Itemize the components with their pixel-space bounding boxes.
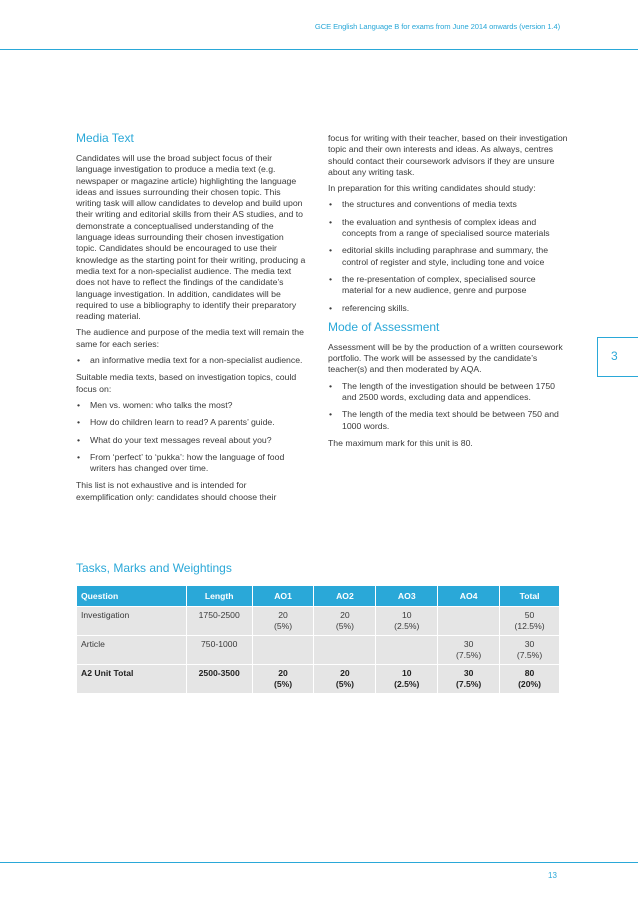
table-cell bbox=[376, 636, 438, 665]
list-item: • the evaluation and synthesis of complex ideas and concepts from a range of specialised source materials bbox=[328, 217, 568, 240]
media-text-heading: Media Text bbox=[76, 131, 134, 145]
cell-line: A2 Unit Total bbox=[81, 668, 134, 678]
table-cell bbox=[252, 665, 314, 694]
list-item: • editorial skills including paraphrase and summary, the control of register and style, including tone and voice bbox=[328, 245, 568, 268]
cell-line: 20 bbox=[340, 610, 350, 620]
table-cell bbox=[186, 607, 252, 636]
table-cell bbox=[438, 665, 500, 694]
cell-line: 1750-2500 bbox=[198, 610, 240, 620]
header-ao4: AO4 bbox=[438, 586, 500, 607]
marks-table bbox=[76, 586, 560, 694]
table-cell bbox=[438, 607, 500, 636]
cell-line: 20 bbox=[340, 668, 350, 678]
cell-line: 10 bbox=[401, 610, 412, 620]
list-item: • the structures and conventions of media texts bbox=[328, 199, 568, 210]
table-cell bbox=[186, 636, 252, 665]
header-ao2: AO2 bbox=[314, 586, 376, 607]
list-item: • How do children learn to read? A parents’ guide. bbox=[76, 417, 306, 428]
left-paragraph-2: The audience and purpose of the media text will remain the same for each series: bbox=[76, 327, 304, 349]
cell-line: (7.5%) bbox=[455, 650, 482, 660]
list-item: • an informative media text for a non-specialist audience. bbox=[76, 355, 306, 366]
right-column bbox=[328, 133, 568, 454]
cell-line: Article bbox=[81, 639, 105, 649]
header-total: Total bbox=[500, 586, 560, 607]
table-row bbox=[77, 636, 560, 665]
length-list bbox=[328, 381, 568, 432]
table-cell bbox=[376, 607, 438, 636]
cell-line: 80 bbox=[524, 668, 535, 678]
list-item: • referencing skills. bbox=[328, 303, 568, 314]
cell-line: 2500-3500 bbox=[198, 668, 240, 678]
audience-list bbox=[76, 355, 306, 366]
list-item: • the re-presentation of complex, specialised source material for a new audience, genre and purpose bbox=[328, 274, 568, 297]
table-cell bbox=[77, 607, 187, 636]
table-cell bbox=[252, 636, 314, 665]
cell-line: 750-1000 bbox=[201, 639, 238, 649]
header-length: Length bbox=[186, 586, 252, 607]
header-title: GCE English Language B for exams from June 2014 onwards (version 1.4) bbox=[314, 22, 560, 31]
table-cell bbox=[500, 607, 560, 636]
left-column bbox=[76, 131, 306, 508]
cell-line: Investigation bbox=[81, 610, 130, 620]
cell-line: (20%) bbox=[518, 679, 541, 689]
table-cell bbox=[77, 665, 187, 694]
table-row bbox=[77, 665, 560, 694]
cell-line: 10 bbox=[401, 668, 412, 678]
table-cell bbox=[186, 665, 252, 694]
list-item: • The length of the media text should be between 750 and 1000 words. bbox=[328, 409, 568, 432]
right-paragraph-2: In preparation for this writing candidates should study: bbox=[328, 183, 536, 194]
left-paragraph-3: Suitable media texts, based on investigation topics, could focus on: bbox=[76, 372, 297, 394]
table-cell bbox=[314, 665, 376, 694]
list-item: • Men vs. women: who talks the most? bbox=[76, 400, 306, 411]
table-cell bbox=[438, 636, 500, 665]
cell-line: (12.5%) bbox=[514, 621, 545, 631]
right-paragraph-4: The maximum mark for this unit is 80. bbox=[328, 437, 473, 448]
cell-line: 20 bbox=[278, 668, 288, 678]
footer-rule bbox=[0, 862, 638, 863]
section-tab-number: 3 bbox=[611, 349, 618, 363]
table-cell bbox=[314, 607, 376, 636]
table-cell bbox=[314, 636, 376, 665]
topics-list bbox=[76, 400, 306, 474]
table-header-row bbox=[77, 586, 560, 607]
cell-line: 30 bbox=[463, 668, 474, 678]
cell-line: 50 bbox=[524, 610, 535, 620]
right-paragraph-3: Assessment will be by the production of a written coursework portfolio. The work will be assessed by the candidate’s teacher(s) and then moderated by AQA. bbox=[328, 341, 563, 375]
cell-line: (7.5%) bbox=[455, 679, 482, 689]
cell-line: (7.5%) bbox=[516, 650, 543, 660]
list-item: • What do your text messages reveal about you? bbox=[76, 435, 306, 446]
header-rule bbox=[0, 49, 638, 50]
cell-line: (5%) bbox=[335, 679, 354, 689]
list-item: • The length of the investigation should be between 1750 and 2500 words, excluding data and appendices. bbox=[328, 381, 568, 404]
table-cell bbox=[500, 665, 560, 694]
table-cell bbox=[77, 636, 187, 665]
header-ao3: AO3 bbox=[376, 586, 438, 607]
mode-of-assessment-heading: Mode of Assessment bbox=[328, 319, 440, 334]
cell-line: (5%) bbox=[273, 679, 293, 689]
right-paragraph-1: focus for writing with their teacher, based on their investigation topic and their own interests and ideas. As always, centres should contact their coursework advisors if they are unsure about any writing task. bbox=[328, 133, 568, 177]
header-ao1: AO1 bbox=[252, 586, 314, 607]
table-row bbox=[77, 607, 560, 636]
cell-line: (5%) bbox=[335, 621, 354, 631]
cell-line: (2.5%) bbox=[394, 621, 420, 631]
cell-line: 30 bbox=[463, 639, 474, 649]
cell-line: 30 bbox=[524, 639, 535, 649]
study-list bbox=[328, 199, 568, 313]
cell-line: (5%) bbox=[273, 621, 293, 631]
list-item: • From ‘perfect’ to ‘pukka’: how the language of food writers has changed over time. bbox=[76, 452, 306, 475]
table-cell bbox=[376, 665, 438, 694]
table-title: Tasks, Marks and Weightings bbox=[76, 561, 232, 575]
left-paragraph-4: This list is not exhaustive and is intended for exemplification only: candidates should choose their bbox=[76, 480, 277, 502]
left-paragraph-1: Candidates will use the broad subject focus of their language investigation to produce a media text (e.g. newspaper or magazine article) highlighting the language ideas and issues surrounding their chosen topic. This writing task will allow candidates to develop and build upon their writing and editorial skills from their AS studies, and to demonstrate a conceptualised understanding of the language ideas surrounding their chosen investigation topic. Candidates should be encouraged to use their knowledge as the starting point for their writing, producing a media text for a non-specialist audience. The media text does not have to reflect the findings of the candidate’s language investigation. In addition, candidates will be required to use a bibliography to identify their preparatory reading material. bbox=[76, 153, 306, 322]
cell-line: (2.5%) bbox=[394, 679, 420, 689]
table-cell bbox=[500, 636, 560, 665]
page-number: 13 bbox=[548, 871, 557, 880]
table-cell bbox=[252, 607, 314, 636]
header-question: Question bbox=[77, 586, 187, 607]
cell-line: 20 bbox=[278, 610, 288, 620]
